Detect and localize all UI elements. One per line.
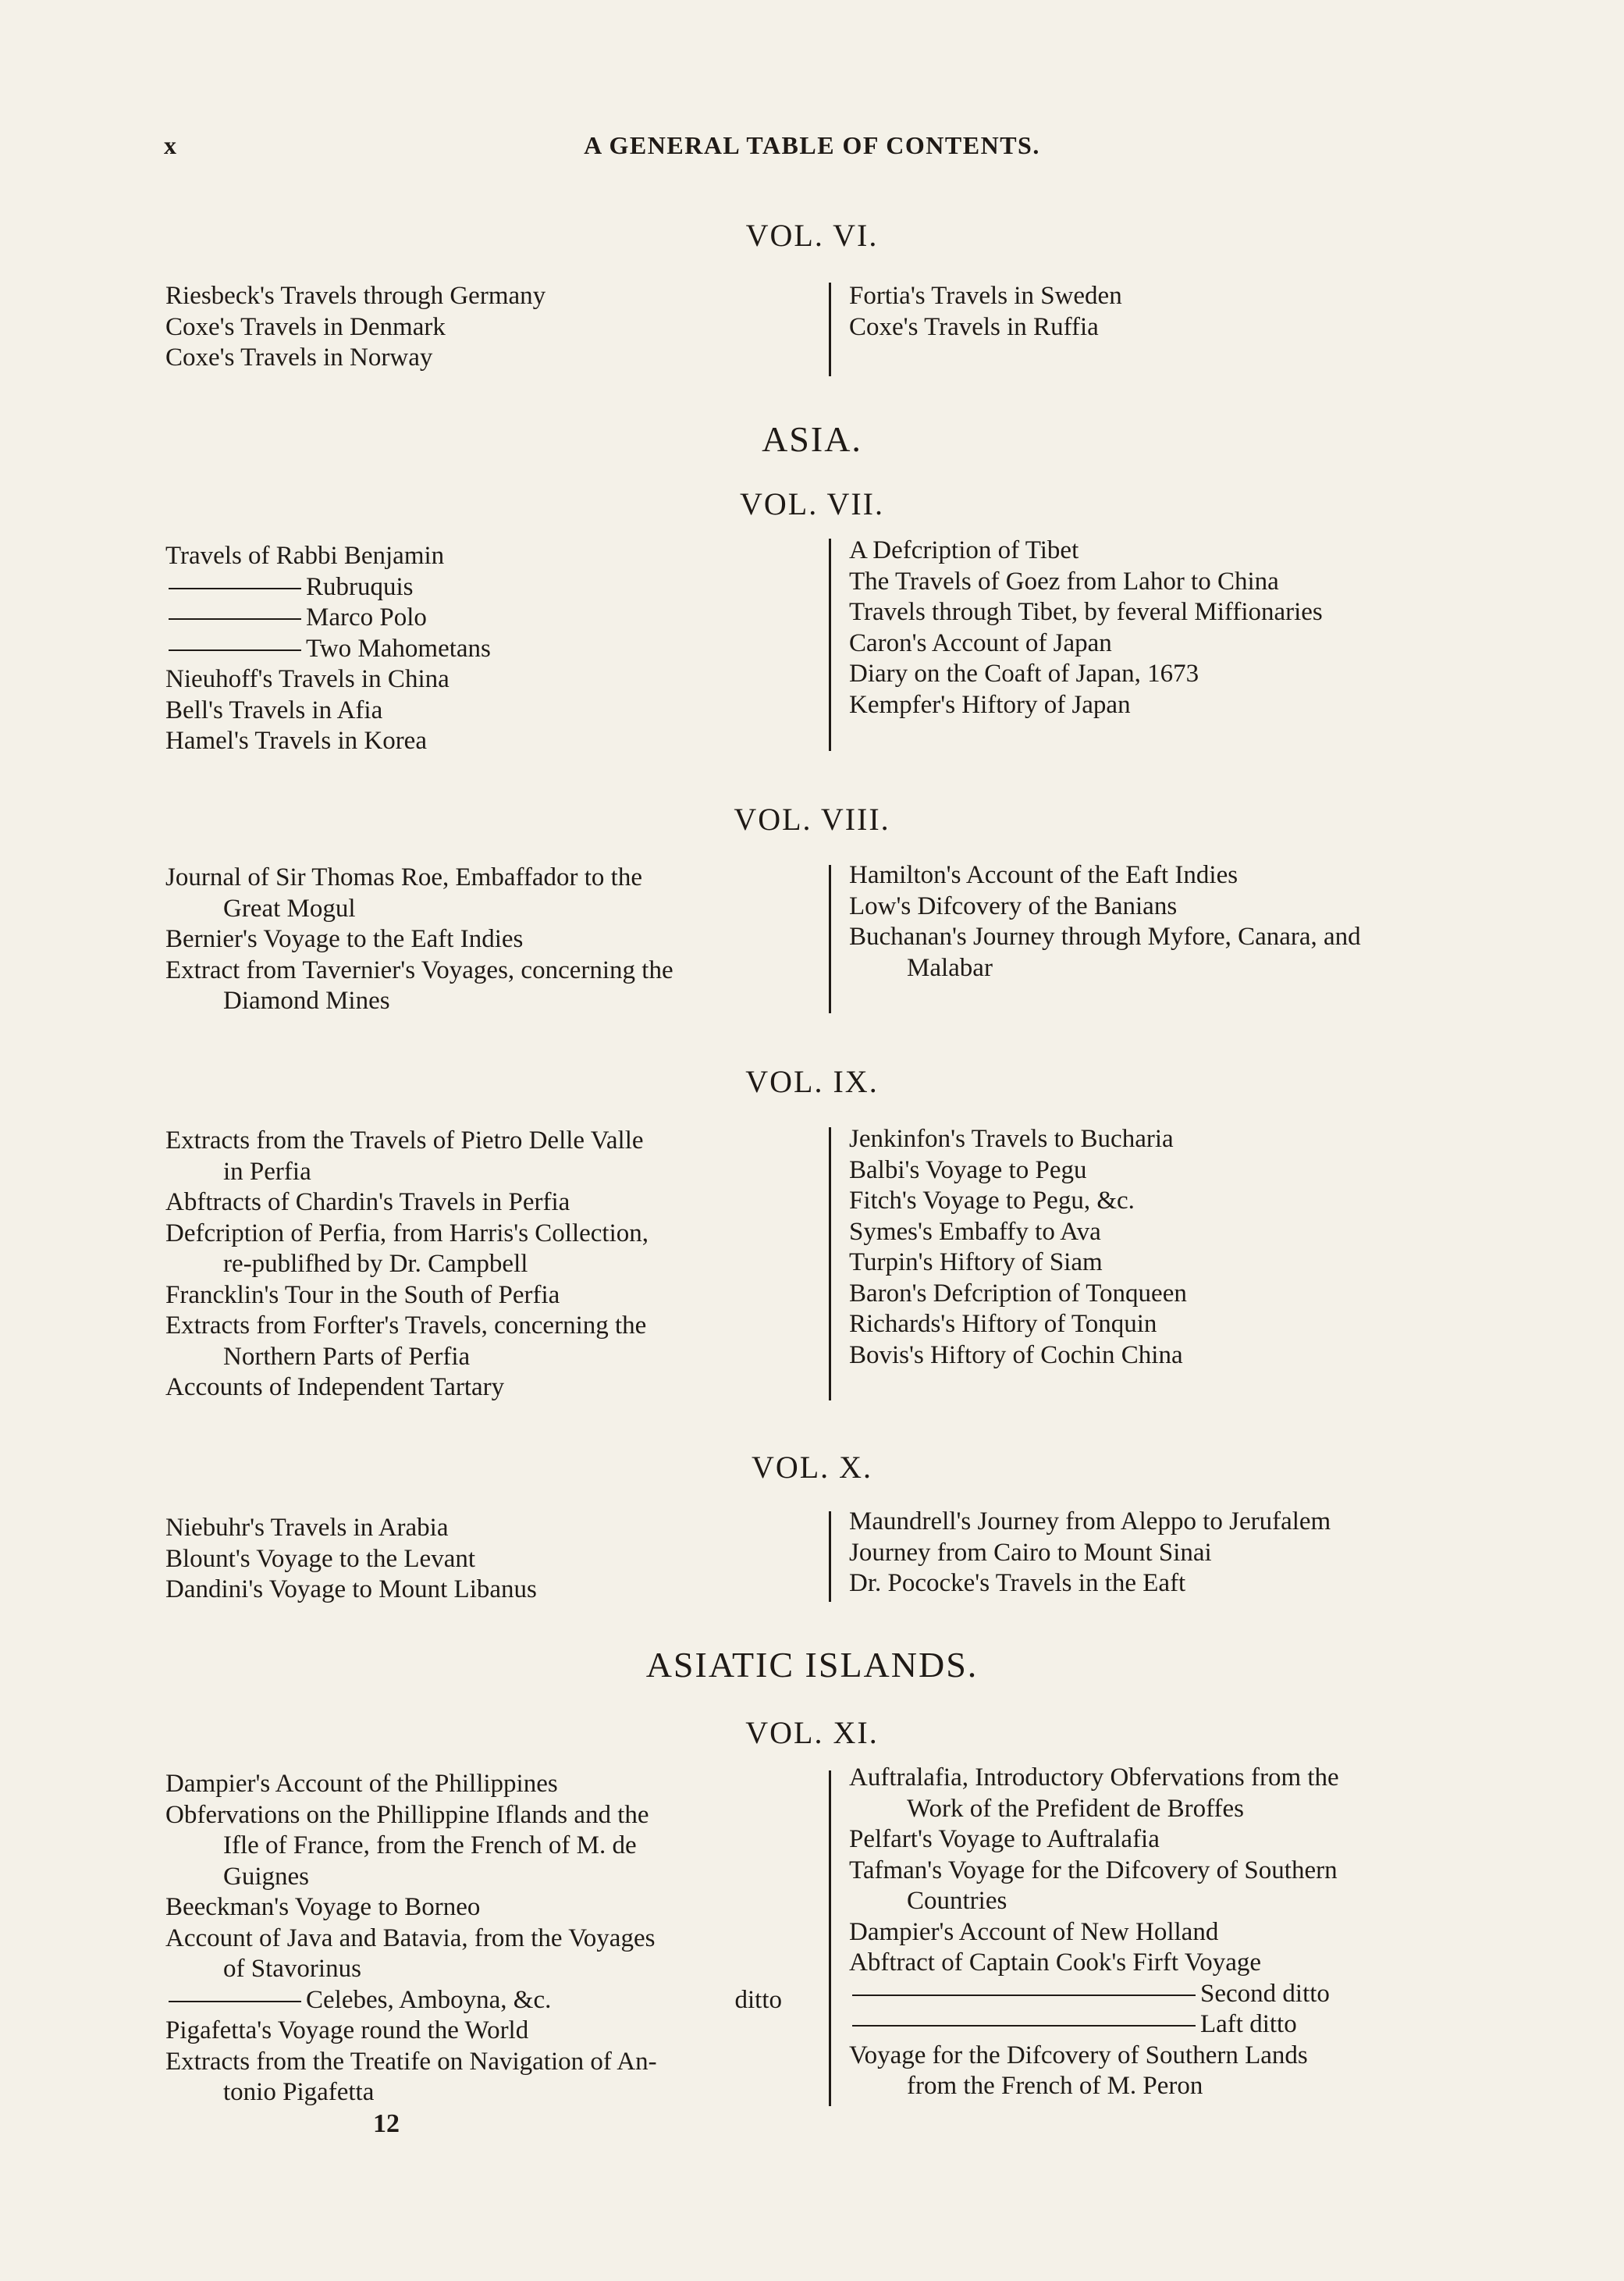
toc-entry-text: Extract from Tavernier's Voyages, concerning the [165,955,673,984]
toc-entry: Coxe's Travels in Norway [165,343,433,372]
toc-entry [849,2009,1505,2041]
toc-column-right [849,281,1505,343]
toc-entry [849,1763,1505,1824]
toc-entry: Accounts of Independent Tartary [165,1373,505,1401]
column-divider [829,1770,831,2106]
toc-entry [849,1856,1505,1917]
toc-entry: Jenkinfon's Travels to Bucharia [849,1125,1174,1153]
toc-entry [165,863,813,924]
toc-entry [165,1985,813,2016]
toc-entry [165,1219,813,1280]
toc-entry: Travels through Tibet, by feveral Miffionaries [849,598,1323,626]
column-divider [829,1511,831,1602]
volume-heading: VOL. VIII. [734,802,890,837]
toc-entry [165,2047,813,2108]
toc-column-right [849,1124,1505,1371]
toc-entry-continuation: Countries [907,1887,1007,1915]
toc-entry-continuation: Guignes [223,1862,309,1891]
toc-entry-text: Rubruquis [306,572,414,601]
signature-mark: 12 [373,2109,400,2138]
volume-heading: VOL. VI. [745,218,879,253]
toc-column-left [165,1126,813,1404]
toc-entry-continuation: of Stavorinus [223,1955,361,1983]
ditto-rule [852,2025,1196,2027]
volume-heading: VOL. VII. [739,486,884,521]
toc-column-left [165,863,813,1017]
toc-column-left [165,281,813,374]
toc-entry: Dampier's Account of the Phillippines [165,1770,558,1798]
toc-entry: Maundrell's Journey from Aleppo to Jerufalem [849,1507,1331,1535]
toc-entry: Dampier's Account of New Holland [849,1917,1219,1946]
toc-entry: Blount's Voyage to the Levant [165,1544,476,1573]
toc-entry: Baron's Defcription of Tonqueen [849,1279,1187,1308]
toc-entry: Bernier's Voyage to the Eaft Indies [165,925,524,953]
toc-column-left [165,1513,813,1606]
toc-entry-text: Journal of Sir Thomas Roe, Embaffador to the [165,863,642,891]
toc-entry: Diary on the Coaft of Japan, 1673 [849,660,1199,688]
toc-entry-text: Celebes, Amboyna, &c. [306,1985,552,2014]
toc-entry-text: Extracts from the Travels of Pietro Delle Valle [165,1126,644,1155]
toc-entry: Francklin's Tour in the South of Perfia [165,1280,560,1309]
toc-entry: Nieuhoff's Travels in China [165,665,450,693]
volume-heading: VOL. IX. [745,1064,879,1099]
toc-column-right [849,536,1505,721]
toc-entry [165,572,813,603]
toc-entry-text: Auftralafia, Introductory Obfervations from the [849,1763,1339,1792]
toc-entry: Dandini's Voyage to Mount Libanus [165,1575,537,1603]
toc-entry [165,1800,813,1893]
toc-entry: Turpin's Hiftory of Siam [849,1248,1103,1276]
toc-entry-continuation: Work of the Prefident de Broffes [907,1794,1245,1823]
toc-entry [849,2041,1505,2102]
toc-entry [165,1311,813,1372]
toc-entry-text: Extracts from the Treatife on Navigation of An- [165,2047,657,2076]
toc-column-right [849,1507,1505,1600]
toc-entry [165,634,813,665]
toc-column-left [165,1769,813,2108]
toc-entry: Richards's Hiftory of Tonquin [849,1310,1157,1338]
toc-entry: Fortia's Travels in Sweden [849,282,1122,310]
ditto-rule [169,588,301,589]
toc-entry: Dr. Pococke's Travels in the Eaft [849,1569,1186,1597]
toc-entry-continuation: in Perfia [223,1157,311,1186]
toc-entry-text: Tafman's Voyage for the Difcovery of Southern [849,1856,1338,1884]
toc-entry [165,603,813,634]
toc-entry-text: Second ditto [1200,1979,1330,2008]
toc-entry-continuation: Great Mogul [223,894,356,923]
region-heading: ASIATIC ISLANDS. [645,1645,979,1685]
ditto-rule [169,2001,301,2002]
toc-entry: Kempfer's Hiftory of Japan [849,690,1131,719]
toc-entry: Abftract of Captain Cook's Firft Voyage [849,1948,1262,1977]
toc-entry: Travels of Rabbi Benjamin [165,542,445,570]
toc-entry: Fitch's Voyage to Pegu, &c. [849,1187,1135,1215]
toc-entry: Symes's Embaffy to Ava [849,1217,1101,1246]
volume-heading: VOL. XI. [745,1715,879,1750]
toc-entry: The Travels of Goez from Lahor to China [849,567,1279,596]
toc-column-left [165,541,813,757]
toc-entry [849,1979,1505,2010]
toc-entry-text: Obfervations on the Phillippine Iflands and the [165,1800,649,1829]
toc-entry: Bell's Travels in Afia [165,696,383,724]
toc-entry: Niebuhr's Travels in Arabia [165,1514,449,1542]
toc-entry: A Defcription of Tibet [849,536,1079,564]
toc-entry: Journey from Cairo to Mount Sinai [849,1538,1212,1567]
volume-heading: VOL. X. [751,1450,873,1485]
toc-entry [165,1923,813,1985]
toc-entry-text: Account of Java and Batavia, from the Voyages [165,1923,656,1952]
toc-entry: Caron's Account of Japan [849,628,1112,657]
toc-entry-text: Buchanan's Journey through Myfore, Canara, and [849,923,1361,951]
toc-column-right [849,1763,1505,2102]
toc-entry: Riesbeck's Travels through Germany [165,282,546,310]
page-header [0,131,1624,162]
toc-entry-continuation: Diamond Mines [223,987,390,1015]
ditto-rule [169,618,301,620]
page-number: x [164,131,178,159]
toc-entry: Hamel's Travels in Korea [165,727,427,755]
toc-entry-text: Voyage for the Difcovery of Southern Lands [849,2041,1308,2069]
ditto-rule [852,1995,1196,1996]
ditto-rule [169,649,301,651]
ditto-label: ditto [734,1985,782,2014]
toc-entry: Coxe's Travels in Ruffia [849,312,1099,341]
toc-entry-text: Extracts from Forfter's Travels, concerning the [165,1311,647,1340]
toc-entry-text: Marco Polo [306,603,427,632]
toc-entry-continuation: Ifle of France, from the French of M. de [223,1831,637,1859]
toc-entry: Beeckman's Voyage to Borneo [165,1893,481,1921]
running-title: A GENERAL TABLE OF CONTENTS. [584,131,1040,159]
toc-entry-continuation: Northern Parts of Perfia [223,1342,471,1371]
toc-entry-continuation: re-publifhed by Dr. Campbell [223,1250,528,1278]
toc-entry: Abftracts of Chardin's Travels in Perfia [165,1188,570,1216]
toc-column-right [849,860,1505,984]
column-divider [829,865,831,1013]
toc-entry: Balbi's Voyage to Pegu [849,1155,1087,1184]
toc-entry: Hamilton's Account of the Eaft Indies [849,861,1238,889]
toc-entry: Bovis's Hiftory of Cochin China [849,1340,1183,1369]
toc-entry-continuation: tonio Pigafetta [223,2078,375,2106]
column-divider [829,539,831,751]
toc-entry: Coxe's Travels in Denmark [165,312,446,341]
column-divider [829,283,831,376]
toc-entry: Pigafetta's Voyage round the World [165,2016,529,2044]
toc-entry-continuation: from the French of M. Peron [907,2072,1203,2100]
toc-entry-continuation: Malabar [907,953,993,982]
toc-entry [849,922,1505,984]
toc-entry: Low's Difcovery of the Banians [849,891,1178,920]
toc-entry-text: Defcription of Perfia, from Harris's Collection, [165,1219,649,1247]
toc-entry [165,955,813,1017]
toc-entry [165,1126,813,1187]
toc-entry-text: Two Mahometans [306,634,491,663]
toc-entry: Pelfart's Voyage to Auftralafia [849,1825,1160,1853]
column-divider [829,1127,831,1400]
toc-entry-text: Laft ditto [1200,2010,1297,2038]
region-heading: ASIA. [762,419,862,459]
